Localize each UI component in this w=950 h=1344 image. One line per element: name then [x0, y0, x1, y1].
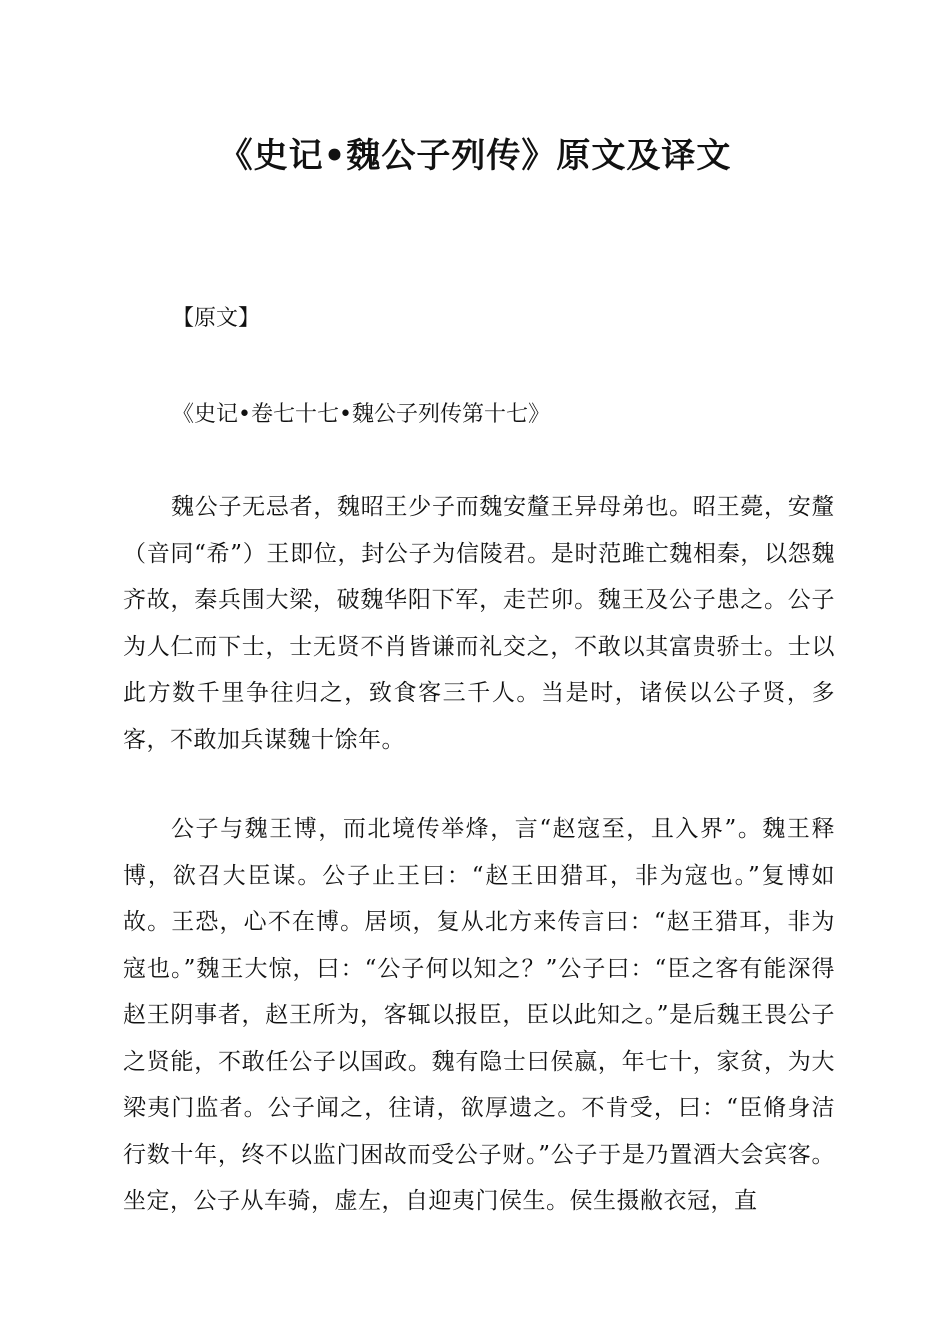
section-label: 【原文】: [172, 306, 261, 331]
body-paragraph: 魏公子无忌者，魏昭王少子而魏安釐王异母弟也。昭王薨，安釐（音同“希”）王即位，封公子为信陵君。是时范雎亡魏相秦，以怨魏齐故，秦兵围大梁，破魏华阳下军，走芒卯。魏王及公子患之。公子为人仁而下士，士无贤不肖皆谦而礼交之，不敢以其富贵骄士。士以此方数千里争往归之，致食客三千人。当是时，诸侯以公子贤，多客，不敢加兵谋魏十馀年。: [123, 494, 835, 753]
chapter-subtitle: 《史记•卷七十七•魏公子列传第十七》: [172, 402, 550, 427]
document-title: 《史记•魏公子列传》原文及译文: [218, 136, 732, 176]
body-paragraph: 公子与魏王博，而北境传举烽，言“赵寇至，且入界”。魏王释博，欲召大臣谋。公子止王曰：“赵王田猎耳，非为寇也。”复博如故。王恐，心不在博。居顷，复从北方来传言曰：“赵王猎耳，非为寇也。”魏王大惊，曰：“公子何以知之？”公子曰：“臣之客有能深得赵王阴事者，赵王所为，客辄以报臣，臣以此知之。”是后魏王畏公子之贤能，不敢任公子以国政。魏有隐士曰侯嬴，年七十，家贫，为大梁夷门监者。公子闻之，往请，欲厚遗之。不肯受，曰：“臣脩身洁行数十年，终不以监门困故而受公子财。”公子于是乃置酒大会宾客。坐定，公子从车骑，虚左，自迎夷门侯生。侯生摄敝衣冠，直: [123, 816, 835, 1214]
